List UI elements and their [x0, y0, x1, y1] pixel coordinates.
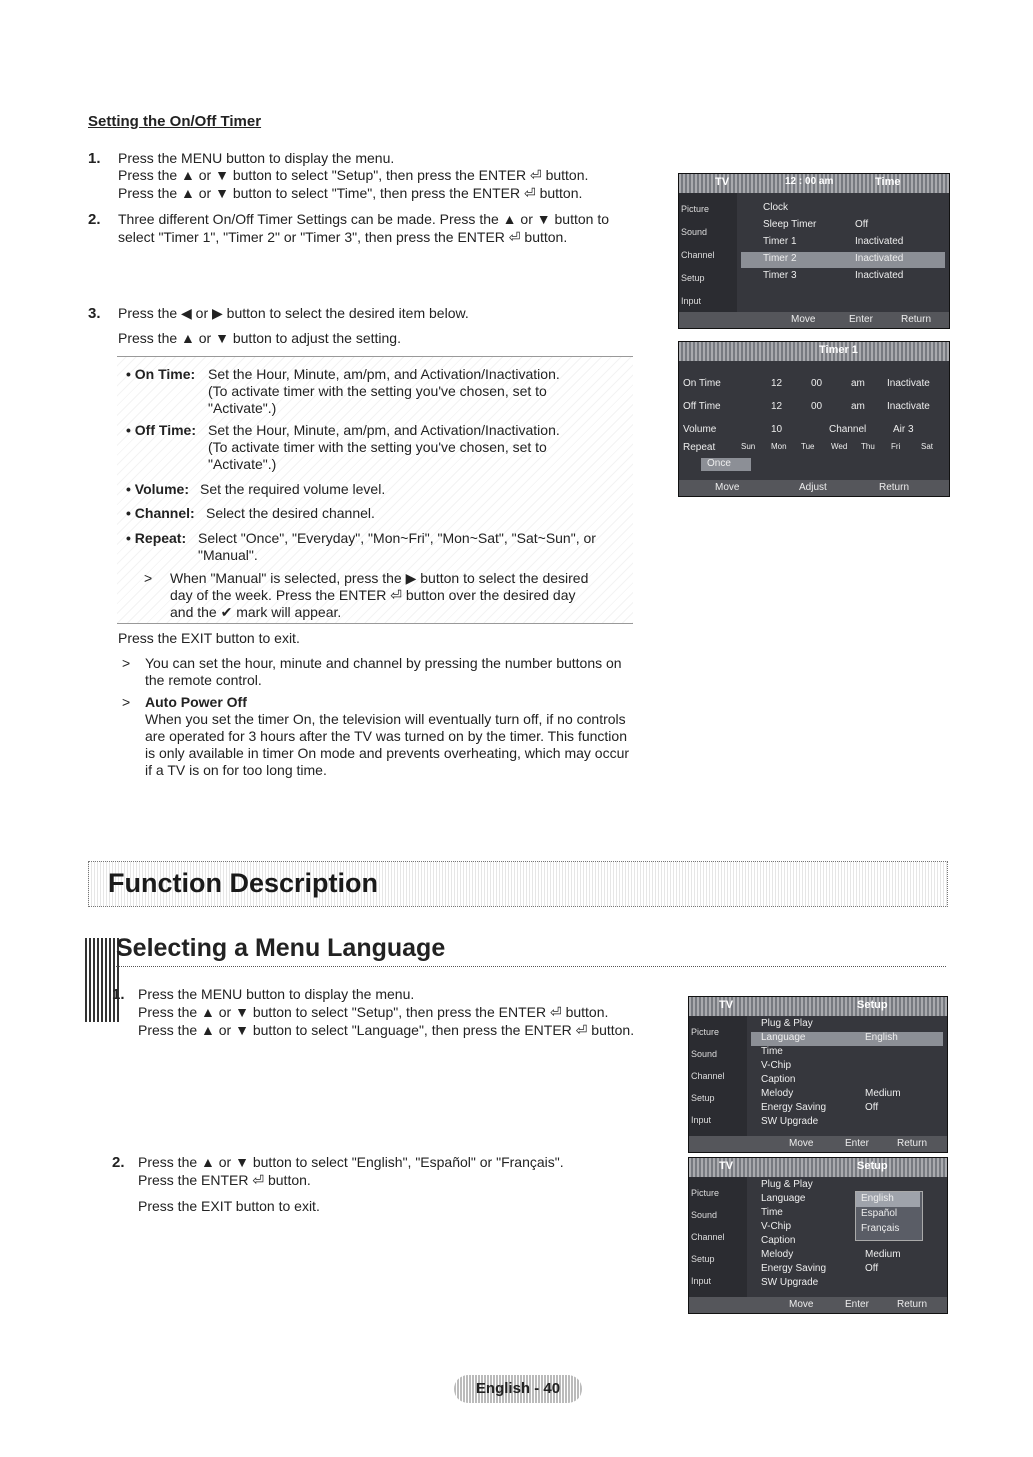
language-option[interactable]: Español	[861, 1208, 898, 1219]
osd-row-label: Melody	[761, 1249, 794, 1260]
osd-sidebar-item: Sound	[681, 227, 708, 237]
osd-row-value: Inactivated	[855, 270, 904, 281]
osd-footer-item: Return	[897, 1138, 928, 1149]
osd-footer-item: Move	[715, 482, 740, 493]
osd-footer-item: Enter	[845, 1299, 869, 1310]
step-text: Press the ▲ or ▼ button to select "Time", then press the ENTER ⏎ button.	[118, 185, 583, 201]
osd-value: 12	[771, 378, 783, 389]
page-number: English - 40	[454, 1375, 582, 1403]
step-number: 3.	[88, 305, 101, 322]
osd-setup-menu	[688, 996, 948, 1153]
language-option[interactable]: English	[861, 1193, 894, 1204]
osd-row-label: On Time	[683, 378, 721, 389]
osd-row-value: English	[865, 1032, 898, 1043]
osd-footer-item: Return	[879, 482, 910, 493]
osd-row-label: Timer 3	[763, 270, 797, 281]
osd-footer-item: Move	[791, 314, 816, 325]
osd-value: Air 3	[893, 424, 914, 435]
step-number: 2.	[88, 211, 101, 228]
osd-footer-item: Adjust	[799, 482, 827, 493]
osd-value: 10	[771, 424, 783, 435]
step-text: Press the EXIT button to exit.	[138, 1198, 320, 1214]
osd-row-label: Timer 1	[763, 236, 797, 247]
osd-row-label: Melody	[761, 1088, 794, 1099]
osd-value: am	[851, 401, 865, 412]
osd-row-label: SW Upgrade	[761, 1116, 819, 1127]
note-label: • Off Time:	[126, 422, 196, 438]
osd-sidebar-item: Input	[691, 1115, 712, 1125]
osd-day: Tue	[801, 442, 815, 451]
osd-time-menu	[678, 173, 950, 329]
osd-row-label: Energy Saving	[761, 1102, 827, 1113]
osd-sidebar-item: Channel	[691, 1232, 725, 1242]
osd-day: Fri	[891, 442, 901, 451]
note-text: Set the required volume level.	[200, 481, 386, 497]
tip-text: are operated for 3 hours after the TV was turned on by the timer. This function	[145, 728, 627, 744]
osd-row-label: Language	[761, 1032, 806, 1043]
osd-sidebar-item: Sound	[691, 1049, 718, 1059]
osd-value: 00	[811, 378, 823, 389]
step-text: Press the ▲ or ▼ button to select "Language", then press the ENTER ⏎ button.	[138, 1022, 635, 1038]
tip-text: You can set the hour, minute and channel by pressing the number buttons on	[145, 655, 622, 671]
note-text: Set the Hour, Minute, am/pm, and Activation/Inactivation.	[208, 422, 560, 438]
banner-title: Function Description	[108, 868, 378, 898]
step-text: select "Timer 1", "Timer 2" or "Timer 3", then press the ENTER ⏎ button.	[118, 229, 568, 245]
osd-row-label: Energy Saving	[761, 1263, 827, 1274]
osd-tv-label: TV	[719, 1160, 734, 1172]
osd-sidebar-item: Setup	[691, 1254, 715, 1264]
osd-row-label: Sleep Timer	[763, 219, 817, 230]
osd-row-label: Repeat	[683, 442, 716, 453]
osd-row-label: V-Chip	[761, 1060, 792, 1071]
title-rule	[116, 966, 946, 968]
tip-text: When you set the timer On, the television will eventually turn off, if no controls	[145, 711, 626, 727]
osd-value: 00	[811, 401, 823, 412]
note-text: day of the week. Press the ENTER ⏎ button over the desired day	[170, 587, 576, 603]
osd-value: Inactivate	[887, 378, 930, 389]
language-option[interactable]: Français	[861, 1223, 900, 1234]
step-number: 2.	[112, 1154, 125, 1171]
note-label: • Repeat:	[126, 530, 187, 546]
tip-text: the remote control.	[145, 672, 262, 688]
osd-sidebar-item: Sound	[691, 1210, 718, 1220]
osd-day: Wed	[831, 442, 848, 451]
osd-footer-item: Enter	[845, 1138, 869, 1149]
osd-title: Setup	[857, 999, 888, 1011]
osd-value: Inactivate	[887, 401, 930, 412]
step-text: Press the MENU button to display the menu.	[138, 986, 415, 1002]
osd-row-label: Off Time	[683, 401, 721, 412]
osd-title: Setup	[857, 1160, 888, 1172]
step-text: Press the MENU button to display the menu.	[118, 150, 395, 166]
osd-row-value: Off	[855, 219, 869, 230]
step-text: Press the ▲ or ▼ button to select "Setup", then press the ENTER ⏎ button.	[118, 167, 589, 183]
osd-row-label: Volume	[683, 424, 717, 435]
osd-row-value: Inactivated	[855, 253, 904, 264]
note-text: and the ✔ mark will appear.	[170, 604, 342, 620]
note-text: "Manual".	[198, 547, 258, 563]
osd-footer-item: Move	[789, 1299, 814, 1310]
osd-day: Sat	[921, 442, 934, 451]
osd-tv-label: TV	[715, 176, 730, 188]
osd-day: Thu	[861, 442, 875, 451]
exit-instruction: Press the EXIT button to exit.	[118, 630, 300, 646]
step-text: Three different On/Off Timer Settings can be made. Press the ▲ or ▼ button to	[118, 211, 609, 227]
osd-value: Once	[707, 458, 731, 469]
osd-row-label: Caption	[761, 1074, 796, 1085]
osd-row-label: Time	[761, 1207, 783, 1218]
osd-row-value: Medium	[865, 1088, 901, 1099]
note-text: Set the Hour, Minute, am/pm, and Activation/Inactivation.	[208, 366, 560, 382]
osd-sidebar-item: Channel	[681, 250, 715, 260]
osd-value: 12	[771, 401, 783, 412]
section-marker	[85, 938, 119, 1022]
osd-row-label: Timer 2	[763, 253, 797, 264]
osd-day: Mon	[771, 442, 787, 451]
note-text: "Activate".)	[208, 400, 277, 416]
osd-footer-item: Return	[901, 314, 932, 325]
step-text: Press the ▲ or ▼ button to select "Setup", then press the ENTER ⏎ button.	[138, 1004, 609, 1020]
tip-arrow-icon: >	[144, 570, 153, 586]
osd-title: Time	[875, 176, 901, 188]
osd-sidebar-item: Picture	[691, 1188, 720, 1198]
note-label: • Volume:	[126, 481, 189, 497]
note-label: • On Time:	[126, 366, 196, 382]
osd-row-label: Clock	[763, 202, 789, 213]
osd-row-value: Off	[865, 1102, 879, 1113]
osd-clock-readout: 12 : 00 am	[785, 176, 834, 187]
note-text: When "Manual" is selected, press the ▶ button to select the desired	[170, 570, 589, 586]
note-text: (To activate timer with the setting you've chosen, set to	[208, 383, 547, 399]
osd-row-label: Caption	[761, 1235, 796, 1246]
osd-title: Timer 1	[819, 344, 858, 356]
osd-footer-item: Move	[789, 1138, 814, 1149]
osd-row-label: SW Upgrade	[761, 1277, 819, 1288]
osd-setup-language-menu	[688, 1157, 948, 1314]
step-text: Press the ◀ or ▶ button to select the desired item below.	[118, 305, 469, 321]
osd-footer-item: Return	[897, 1299, 928, 1310]
osd-row-label: Time	[761, 1046, 783, 1057]
osd-sidebar-item: Setup	[681, 273, 705, 283]
osd-sidebar-item: Input	[691, 1276, 712, 1286]
osd-row-value: Medium	[865, 1249, 901, 1260]
osd-row-label: Channel	[829, 424, 867, 435]
tip-title: Auto Power Off	[145, 694, 247, 710]
osd-row-label: Plug & Play	[761, 1179, 813, 1190]
step-number: 1.	[88, 150, 101, 167]
osd-tv-label: TV	[719, 999, 734, 1011]
osd-footer-item: Enter	[849, 314, 873, 325]
osd-sidebar-item: Setup	[691, 1093, 715, 1103]
step-text: Press the ▲ or ▼ button to select "English", "Español" or "Français".	[138, 1154, 564, 1170]
tip-text: is only available in timer On mode and prevents overheating, which may occur	[145, 745, 630, 761]
section-title: Setting the On/Off Timer	[88, 113, 262, 130]
step-text: Press the ENTER ⏎ button.	[138, 1172, 311, 1188]
tip-arrow-icon: >	[122, 655, 131, 671]
osd-row-value: Inactivated	[855, 236, 904, 247]
osd-day: Sun	[741, 442, 756, 451]
osd-row-label: Language	[761, 1193, 806, 1204]
note-label: • Channel:	[126, 505, 195, 521]
osd-value: am	[851, 378, 865, 389]
section-title: Selecting a Menu Language	[116, 934, 446, 962]
note-text: (To activate timer with the setting you've chosen, set to	[208, 439, 547, 455]
osd-sidebar-item: Input	[681, 296, 702, 306]
osd-sidebar-item: Channel	[691, 1071, 725, 1081]
tip-arrow-icon: >	[122, 694, 131, 710]
osd-row-value: Off	[865, 1263, 879, 1274]
step-text: Press the ▲ or ▼ button to adjust the setting.	[118, 330, 401, 346]
osd-row-label: Plug & Play	[761, 1018, 813, 1029]
osd-sidebar-item: Picture	[691, 1027, 720, 1037]
step-number: 1.	[112, 986, 125, 1003]
osd-row-label: V-Chip	[761, 1221, 792, 1232]
note-text: Select the desired channel.	[206, 505, 375, 521]
osd-timer1	[678, 341, 950, 497]
osd-sidebar-item: Picture	[681, 204, 710, 214]
tip-text: if a TV is on for too long time.	[145, 762, 327, 778]
note-text: "Activate".)	[208, 456, 277, 472]
note-text: Select "Once", "Everyday", "Mon~Fri", "Mon~Sat", "Sat~Sun", or	[198, 530, 596, 546]
